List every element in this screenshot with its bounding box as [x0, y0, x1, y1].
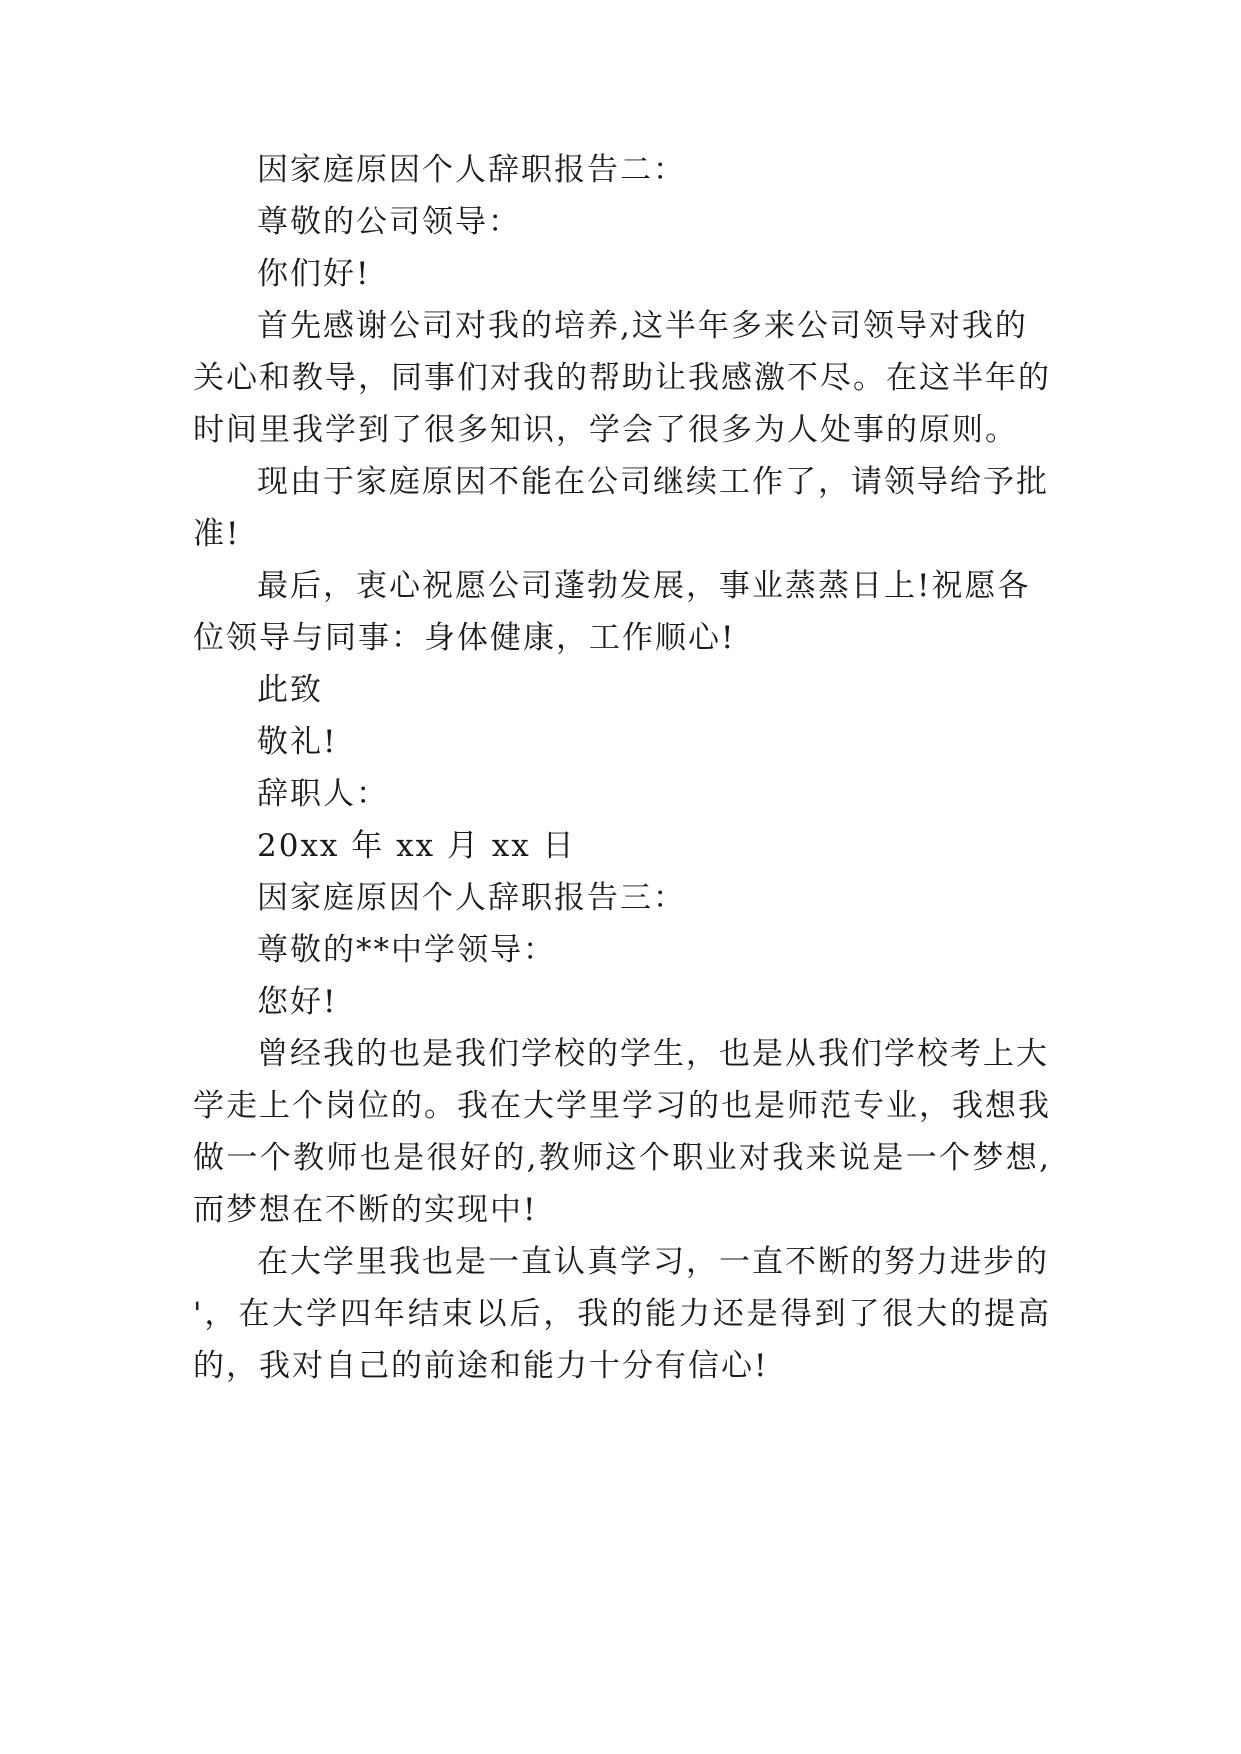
section-heading-2: 因家庭原因个人辞职报告二：	[257, 152, 686, 188]
greeting: 你们好!	[257, 256, 371, 292]
section-heading-3: 因家庭原因个人辞职报告三：	[257, 880, 686, 916]
paragraph-line: 做一个教师也是很好的,教师这个职业对我来说是一个梦想,	[193, 1140, 1049, 1176]
closing-phrase: 此致	[257, 672, 323, 708]
paragraph-line: 关心和教导，同事们对我的帮助让我感激不尽。在这半年的	[193, 360, 1049, 396]
paragraph-line: 最后，衷心祝愿公司蓬勃发展，事业蒸蒸日上!祝愿各	[257, 568, 1031, 604]
paragraph-line: 而梦想在不断的实现中!	[193, 1192, 538, 1228]
date-line: 20xx 年 xx 月 xx 日	[257, 828, 576, 864]
paragraph-line: 曾经我的也是我们学校的学生，也是从我们学校考上大	[257, 1036, 1049, 1072]
paragraph-line: 现由于家庭原因不能在公司继续工作了，请领导给予批	[257, 464, 1049, 500]
greeting: 您好!	[257, 984, 338, 1020]
salutation: 尊敬的**中学领导：	[257, 932, 556, 968]
salutation: 尊敬的公司领导：	[257, 204, 521, 240]
paragraph-line: 首先感谢公司对我的培养,这半年多来公司领导对我的	[257, 308, 1028, 344]
paragraph-line: '，在大学四年结束以后，我的能力还是得到了很大的提高	[193, 1296, 1049, 1332]
paragraph-line: 的，我对自己的前途和能力十分有信心!	[193, 1348, 769, 1384]
paragraph-line: 时间里我学到了很多知识，学会了很多为人处事的原则。	[193, 412, 1018, 448]
paragraph-line: 准!	[193, 516, 241, 552]
closing-regards: 敬礼!	[257, 724, 338, 760]
paragraph-line: 在大学里我也是一直认真学习，一直不断的努力进步的	[257, 1244, 1049, 1280]
paragraph-line: 位领导与同事：身体健康，工作顺心!	[193, 620, 736, 656]
signature-label: 辞职人：	[257, 776, 389, 812]
paragraph-line: 学走上个岗位的。我在大学里学习的也是师范专业，我想我	[193, 1088, 1049, 1124]
